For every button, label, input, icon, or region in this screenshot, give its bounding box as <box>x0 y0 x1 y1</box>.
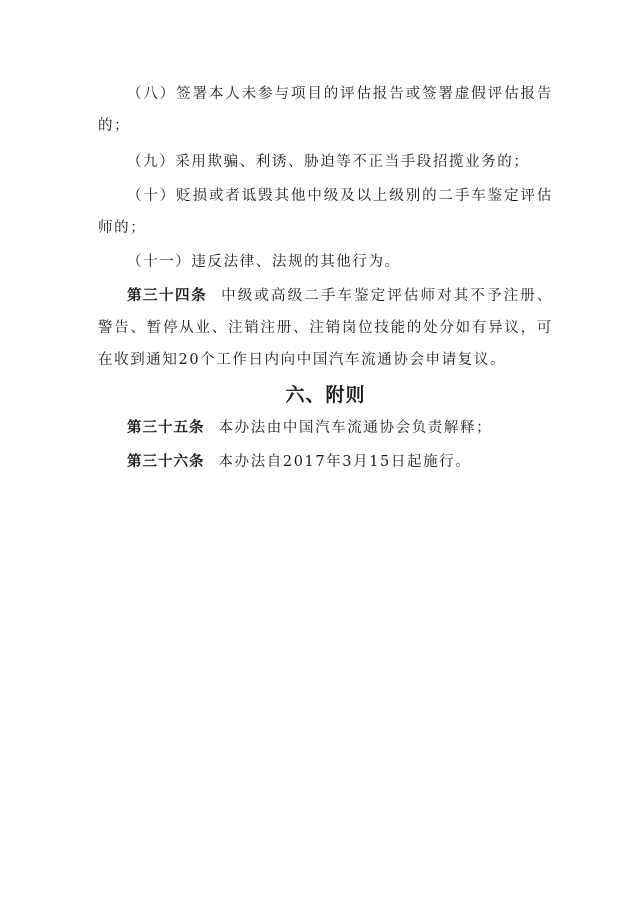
clause-11: （十一）违反法律、法规的其他行为。 <box>127 254 401 270</box>
article-36 <box>98 446 553 478</box>
clause-10: （十）贬损或者诋毁其他中级及以上级别的二手车鉴定评估师的； <box>98 188 553 236</box>
clause-8: （八）签署本人未参与项目的评估报告或签署虚假评估报告的； <box>98 86 553 134</box>
clause-9: （九）采用欺骗、利诱、胁迫等不正当手段招揽业务的； <box>127 154 530 170</box>
article-36-text: 本办法自2017年3月15日起施行。 <box>218 454 472 470</box>
article-34 <box>98 280 553 376</box>
section-title: 六、附则 <box>285 384 366 406</box>
article-34-number: 第三十四条 <box>127 288 208 304</box>
article-35-number: 第三十五条 <box>127 420 205 436</box>
article-34-text: 中级或高级二手车鉴定评估师对其不予注册、警告、暂停从业、注销注册、注销岗位技能的处分如有异议，可在收到通知20个工作日内向中国汽车流通协会申请复议。 <box>98 288 554 368</box>
article-36-number: 第三十六条 <box>127 454 205 470</box>
article-35 <box>98 412 553 444</box>
article-35-text: 本办法由中国汽车流通协会负责解释； <box>218 420 493 436</box>
